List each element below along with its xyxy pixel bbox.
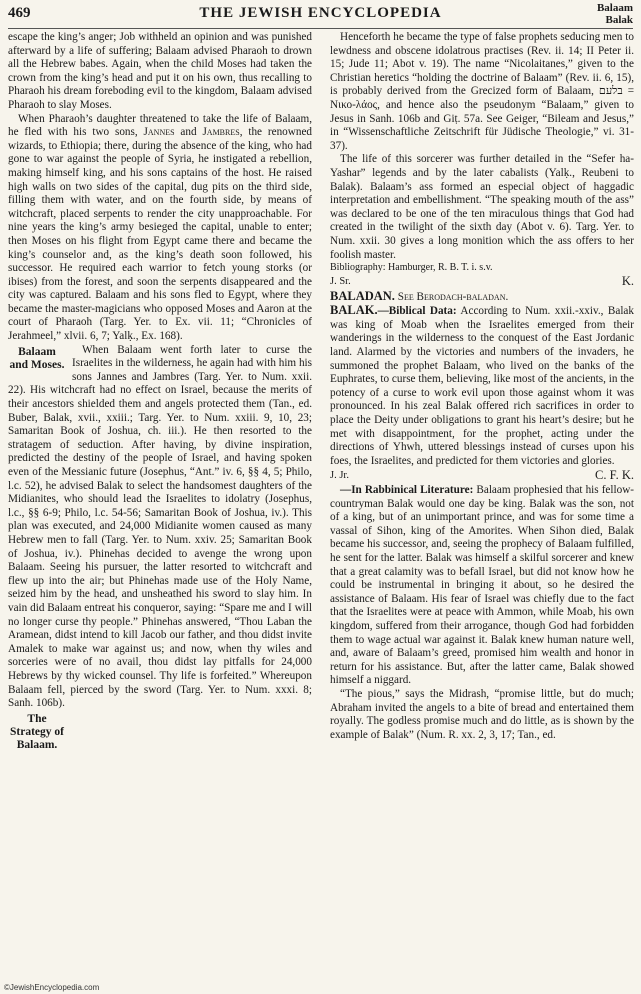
rabbinical-paragraph: —In Rabbinical Literature: Balaam prophesied that his fellow-countryman Balak would one day be king. Balak was the son, not of a king, but of an unimportant prince, and was for some time a vassal of Sihon, king of the Amorites. When Sihon died, Balak became his successor, and, seeing the prophecy of Balaam fulfilled, he sent for the latter. Balak was himself a skilful sorcerer and knew that a great calamity was to befall Israel, but did not know how he could be instrumental in bringing it about, so he desired the assistance of Balaam. His fear of Israel was chiefly due to the fact that the Israelites were at peace with Ammon, while Moab, his own kingdom, suffered from their arrogance, though God had forbidden them to wage actual war against it. Balak knew human nature well, and, aware of Balaam’s greed, promised him wealth and honor in return for his assistance. But, after the latter came, Balak showed himself a niggard.	[330, 484, 634, 687]
page-number: 469	[8, 5, 31, 21]
running-title: THE JEWISH ENCYCLOPEDIA	[199, 5, 442, 21]
left-paragraph-2: When Pharaoh’s daughter threatened to take the life of Balaam, he fled with his two sons, Jannes and Jambres, the renowned wizards, to Ethiopia; there, during the absence of the king, who had gone to war against the people of Syria, he instigated a rebellion, making himself king, and his sons captains of the host. He raised high walls on two sides of the capital, dug pits on the third side, filling them with water, and on the fourth side, by means of witchcraft, placed serpents to render the city unapproachable. For nine years the king’s army besieged the capital, unable to enter; then Moses on his flight from Egypt came there and became the king’s counselor and, as the king’s death soon followed, his successor. He required each warrior to fetch young storks (or ibises) from the forest, and soon the serpents disappeared and the city was captured. Balaam and his sons fled to Egypt, where they became the master-magicians who opposed Moses and Aaron at the court of Pharaoh (Targ. Yer. to Ex. vii. 11; “Chronicles of Jerahmeel,” xlvii. 6, 7; Yalḳ., Ex. 168).	[8, 112, 312, 343]
catchword-second: Balak	[605, 14, 633, 26]
left-column	[8, 31, 312, 971]
right-column	[330, 31, 634, 971]
author-initials: K.	[621, 274, 634, 289]
right-paragraph-2: The life of this sorcerer was further detailed in the “Sefer ha-Yashar” legends and by the later cabalists (Yalḳ., Reubeni to Balak). Balaam’s ass formed an especial object of haggadic interpretation and embellishment. “The speaking mouth of the ass” was declared to be one of the ten miraculous things that God had created in the twilight of the sixth day (Abot v. 6). Targ. Yer. to Num. xxii. 30 gives a long monition which the ass offers to her foolish master.	[330, 153, 634, 261]
signature-1	[330, 275, 634, 289]
page-header	[8, 2, 633, 29]
left-paragraph-3: When Balaam went forth later to curse the Israelites in the wilderness, he again had with him his sons Jannes and Jambres (Targ. Yer. to Num. xxii. 22). His witchcraft had no effect on Israel, because the merits of their ancestors shielded them and angels protected them (Tan., ed. Buber, Balak, xvii., xxiii.; Targ. Yer. to Num. xxiii. 9, 10, 23; Samaritan Book of Joshua, ch. iii.). He then resorted to the stratagem of seduction. After having, by divine inspiration, predicted the destiny of the people of Israel, and having spoken even of the Messianic future (Josephus, “Ant.” iv. 6, §§ 4, 5; Philo, l.c. 52), he advised Balak to select the handsomest daughters of the Midianites, who should lead the Israelites to idolatry (Josephus, l.c., §§ 6-9; Philo, l.c. 54-56; Samaritan Book of Joshua, iv.). This plan was executed, and 24,000 Midianite women caused as many Hebrew men to fall (Targ. Yer. to Num. xxiv. 25; Samaritan Book of Joshua, iv.). Phinehas decided to avenge the wrong upon Balaam. Seeing his pursuer, the latter resorted to witchcraft and flew up into the air; but Phinehas made use of the Holy Name, seized him by the head, and unsheathed his sword to slay him. In vain did Balaam entreat his conqueror, saying: “Spare me and I will no longer curse thy people.” Phinehas answered, “Thou Laban the Aramean, didst intend to kill Jacob our father, and thou didst invite Amalek to make war against us; and now, when thy wiles and sorceries were of no avail, thou didst lay pitfalls for 24,000 Hebrews by thy wicked counsel. Thy life is forfeited.” Whereupon Balaam fell, pierced by the sword (Targ. Yer. to Num. xxxi. 8; Sanh. 106b).	[8, 343, 312, 710]
author-initials: C. F. K.	[595, 468, 634, 483]
contributor-code: J. Jr.	[330, 470, 349, 482]
catchwords	[597, 2, 633, 26]
signature-2	[330, 469, 634, 483]
bibliography: Bibliography: Hamburger, R. B. T. i. s.v.	[330, 262, 493, 274]
sidenote-balaam-and-moses: Balaam and Moses.	[9, 345, 65, 371]
balak-entry: BALAK.—Biblical Data: According to Num. xxii.-xxiv., Balak was king of Moab when the Israelites emerged from their wanderings in the wilderness to the conquest of the East Jordanic land. Alarmed by the victories and numbers of the invaders, he summoned the prophet Balaam, who lived on the banks of the Euphrates, to curse them, believing, like most of the ancients, in the potency of a curse to work evil upon those against whom it was pronounced. In his zeal Balak offered rich sacrifices in order to place the Deity under obligations to grant his heart’s desire; but he met with disappointment, for the prophet, acting under the directions of Yhwh, uttered blessings instead of curses upon his foes, the Israelites, and predicted for them victories and glories.	[330, 303, 634, 467]
sidenote-strategy-of-balaam: The Strategy of Balaam.	[10, 712, 64, 751]
left-paragraph-1: escape the king’s anger; Job withheld an opinion and was punished afterward by a life of suffering; Balaam advised Pharaoh to drown all the Hebrew babes. Again, when the child Moses had taken the crown from the king’s head and put it on his own, thus recalling to Pharaoh his dream foreboding evil to the kingdom, Balaam advised Pharaoh to slay Moses.	[8, 31, 312, 111]
subhead-rabbinical: —In Rabbinical Literature:	[340, 484, 474, 496]
midrash-paragraph: “The pious,” says the Midrash, “promise little, but do much; Abraham invited the angels to a bite of bread and entertained them royally. The godless promise much and do little, as is shown by the example of Balak” (Num. R. xx. 2, 3, 17; Tan., ed.	[330, 687, 634, 741]
link-jannes[interactable]: Jannes	[143, 126, 175, 139]
baladan-entry	[330, 290, 634, 305]
contributor-code: J. Sr.	[330, 276, 351, 288]
watermark: ©JewishEncyclopedia.com	[4, 983, 100, 992]
link-berodach-baladan[interactable]: See Berodach-baladan.	[397, 290, 509, 303]
subhead-biblical-data: —Biblical Data:	[377, 305, 457, 318]
catchword-first: Balaam	[596, 2, 633, 14]
headword-baladan: BALADAN.	[330, 288, 395, 303]
link-jambres[interactable]: Jambres	[202, 126, 240, 139]
right-paragraph-1: Henceforth he became the type of false prophets seducing men to lewdness and obscene idolatrous practises (Rev. ii. 14; II Peter ii. 15; Jude 11; Abot v. 19). The name “Nicolaitanes,” given to the Christian heretics “holding the doctrine of Balaam” (Rev. ii. 6, 15), is probably derived from the Grecized form of Balaam, בלעם = Νικο-λάος, and hence also the pseudonym “Balaam,” given to Jesus in Sanh. 106b and Giṭ. 57a. See Geiger, “Bileam and Jesus,” in “Wissenschaftliche Zeitschrift für Jüdische Theologie,” vi. 31-37).	[330, 31, 634, 152]
headword-balak: BALAK.	[330, 303, 378, 318]
